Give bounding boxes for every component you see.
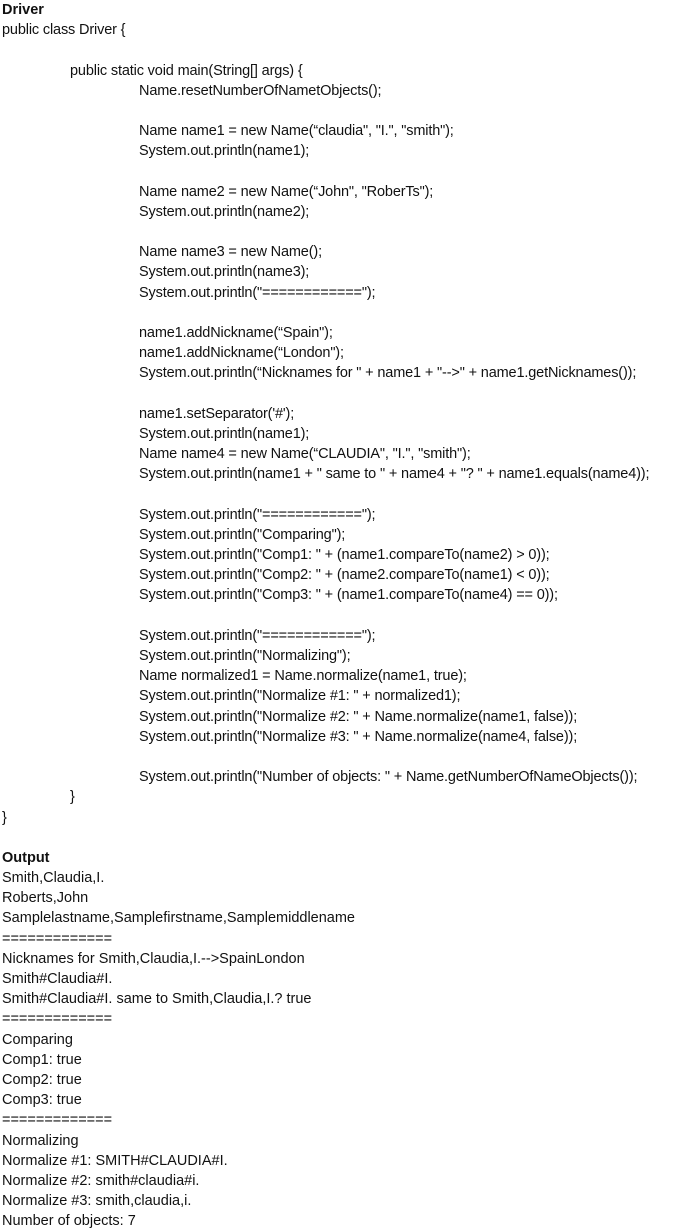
code-blank-line [2,303,686,323]
code-line: System.out.println("Normalize #2: " + Name.normalize(name1, false)); [139,708,578,725]
output-block [2,868,686,1231]
code-line: System.out.println("Comp3: " + (name1.compareTo(name4) == 0)); [139,587,558,604]
output-line: Comp3: true [2,1092,82,1109]
code-blank-line [2,40,686,60]
output-line: Roberts,John [2,890,89,907]
code-line: System.out.println("Comparing"); [139,526,346,543]
output-line: ============= [2,1112,113,1129]
code-line: System.out.println(name1); [139,143,310,160]
output-line: Nicknames for Smith,Claudia,I.-->SpainLondon [2,950,305,967]
output-line: Samplelastname,Samplefirstname,Samplemiddlename [2,910,355,927]
code-blank-line [2,747,686,767]
code-line: System.out.println(“Nicknames for " + name1 + "-->" + name1.getNicknames()); [139,365,637,382]
code-line: System.out.println("Normalizing"); [139,648,351,664]
output-line: Normalize #3: smith,claudia,i. [2,1193,192,1210]
code-line: System.out.println("Comp2: " + (name2.compareTo(name1) < 0)); [139,567,550,584]
code-line: System.out.println("Normalize #1: " + normalized1); [139,688,461,705]
driver-heading: Driver [2,2,44,18]
code-line: } [70,789,75,806]
output-line: Smith#Claudia#I. [2,971,113,987]
code-line: name1.addNickname(“Spain"); [139,325,333,341]
code-block [2,20,686,828]
output-line: ============= [2,930,113,947]
code-blank-line [2,101,686,121]
code-line: public class Driver { [2,22,126,39]
section-spacer [2,828,686,848]
code-line: System.out.println(name1 + " same to " + name4 + "? " + name1.equals(name4)); [139,466,650,483]
code-line: name1.setSeparator('#'); [139,405,295,422]
code-line: Name.resetNumberOfNametObjects(); [139,82,382,99]
code-line: name1.addNickname(“London"); [139,345,344,362]
output-line: Normalize #1: SMITH#CLAUDIA#I. [2,1152,228,1169]
code-line: System.out.println("============"); [139,627,376,644]
code-line: System.out.println("Comp1: " + (name1.compareTo(name2) > 0)); [139,547,550,564]
output-heading: Output [2,849,50,866]
code-blank-line [2,606,686,626]
code-line: Name name3 = new Name(); [139,244,322,261]
output-line: Normalizing [2,1132,79,1149]
code-blank-line [2,162,686,182]
code-line: public static void main(String[] args) { [70,62,303,79]
code-line: Name normalized1 = Name.normalize(name1, true); [139,668,467,685]
output-line: Comp2: true [2,1071,82,1088]
code-line: System.out.println("Number of objects: " + Name.getNumberOfNameObjects()); [139,769,638,786]
output-line: Normalize #2: smith#claudia#i. [2,1172,200,1189]
output-line: Smith#Claudia#I. same to Smith,Claudia,I.? true [2,991,312,1008]
code-line: System.out.println(name1); [139,425,310,442]
code-blank-line [2,384,686,404]
output-line: Comp1: true [2,1051,82,1068]
code-blank-line [2,485,686,505]
code-line: System.out.println("Normalize #3: " + Name.normalize(name4, false)); [139,728,578,745]
code-line: System.out.println("============"); [139,506,376,523]
code-line: } [2,809,7,826]
output-line: Number of objects: 7 [2,1213,136,1230]
code-line: Name name4 = new Name(“CLAUDIA", "I.", "smith"); [139,446,471,463]
code-blank-line [2,222,686,242]
output-line: Comparing [2,1031,73,1048]
code-line: System.out.println(name3); [139,264,310,281]
document-page [2,0,686,1231]
code-line: Name name2 = new Name(“John", "RoberTs"); [139,183,434,200]
code-line: System.out.println("============"); [139,284,376,301]
code-line: Name name1 = new Name(“claudia", "I.", "smith"); [139,123,454,140]
output-line: ============= [2,1011,113,1028]
output-line: Smith,Claudia,I. [2,870,105,887]
code-line: System.out.println(name2); [139,203,310,220]
